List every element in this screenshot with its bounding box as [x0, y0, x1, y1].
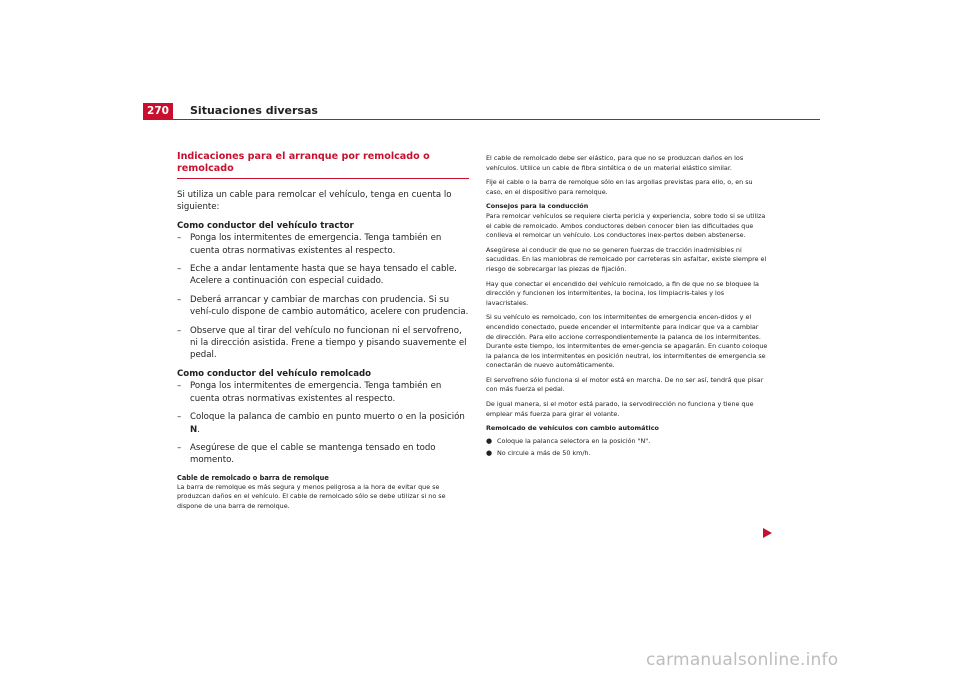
bullet-text: Coloque la palanca selectora en la posición "N".: [497, 436, 651, 445]
list-item: – Coloque la palanca de cambio en punto muerto o en la posición N.: [177, 412, 465, 435]
header-rule: [143, 119, 820, 120]
list-item: [177, 325, 469, 362]
paragraph: Asegúrese al conducir de que no se generen fuerzas de tracción inadmisibles ni sacudidas. En las maniobras de remolcado por carreteras sin asfaltar, existe siempre el riesgo de sobrecargar las piezas de fijación.: [486, 245, 767, 273]
watermark: carmanualsonline.info: [646, 650, 839, 670]
next-page-arrow-icon[interactable]: [763, 528, 772, 538]
list-item-text: Observe que al tirar del vehículo no funcionan ni el servofreno, ni la dirección asistida. Frene a tiempo y pisando suavemente el pedal.: [190, 325, 467, 361]
list-item-text: Asegúrese de que el cable se mantenga tensado en todo momento.: [190, 442, 436, 466]
cable-subheading: Cable de remolcado o barra de remolque: [177, 473, 329, 482]
dash-marker: –: [177, 264, 182, 275]
page-number: 270: [143, 103, 173, 119]
list-item-text: Ponga los intermitentes de emergencia. Tenga también en cuenta otras normativas existentes al respecto.: [190, 233, 442, 256]
paragraph: Fije el cable o la barra de remolque sólo en las argollas previstas para ello, o, en su caso, en el dispositivo para remolque.: [486, 178, 753, 196]
page-header: [143, 103, 820, 119]
bullet-icon: ●: [486, 436, 493, 445]
dash-marker: –: [177, 412, 182, 423]
list-item: [177, 380, 469, 405]
dash-marker: –: [177, 325, 182, 336]
bullet-item: [486, 437, 768, 447]
list-item: [177, 294, 469, 319]
list-item-text: Deberá arrancar y cambiar de marchas con prudencia. Si su vehí-culo dispone de cambio automático, acelere con prudencia.: [190, 294, 469, 318]
section-heading: Indicaciones para el arranque por remolcado o remolcado: [177, 151, 469, 179]
dash-marker: –: [177, 442, 182, 453]
bullet-icon: ●: [486, 449, 493, 458]
list-item: [177, 232, 469, 257]
intro-paragraph: Si utiliza un cable para remolcar el vehículo, tenga en cuenta lo siguiente:: [177, 190, 452, 213]
list-item-text: Ponga los intermitentes de emergencia. Tenga también en cuenta otras normativas existentes al respecto.: [190, 381, 442, 404]
paragraph: Hay que conectar el encendido del vehículo remolcado, a fin de que no se bloquee la dirección y funcionen los intermitentes, la bocina, los limpiacris-tales y los lavacristales.: [486, 279, 759, 307]
dash-marker: –: [177, 381, 182, 392]
list-item-text: Coloque la palanca de cambio en punto muerto o en la posición: [190, 412, 465, 423]
tractor-heading: Como conductor del vehículo tractor: [177, 220, 354, 231]
left-column: [177, 151, 469, 512]
right-column: [486, 154, 768, 462]
list-item-text: Eche a andar lentamente hasta que se haya tensado el cable. Acelere a continuación con especial cuidado.: [190, 264, 457, 287]
paragraph: El cable de remolcado debe ser elástico, para que no se produzcan daños en los vehículos. Utilice un cable de fibra sintética o de un material elástico similar.: [486, 154, 744, 172]
towed-heading: Como conductor del vehículo remolcado: [177, 368, 372, 379]
bullet-text: No circule a más de 50 km/h.: [497, 449, 591, 458]
list-item: [177, 263, 469, 288]
dash-marker: –: [177, 294, 182, 305]
neutral-position-letter: N: [190, 424, 198, 435]
automatic-heading: Remolcado de vehículos con cambio automático: [486, 424, 659, 433]
advice-heading: Consejos para la conducción: [486, 202, 589, 211]
running-section-title: Situaciones diversas: [190, 104, 318, 117]
paragraph: De igual manera, si el motor está parado, la servodirección no funciona y tiene que emplear más fuerza para girar el volante.: [486, 400, 754, 418]
paragraph: Para remolcar vehículos se requiere cierta pericia y experiencia, sobre todo si se utiliza el cable de remolcado. Ambos conductores deben conocer bien las dificultades que conlleva el remolcar un vehículo. Los conductores inex-pertos deben abstenerse.: [486, 211, 766, 240]
paragraph: Si su vehículo es remolcado, con los intermitentes de emergencia encen-didos y el encendido conectado, puede encender el intermitente para indicar que va a cambiar de dirección. Para ello accione correspondientemente la palanca de los intermitentes. Durante este tiempo, los intermitentes de emer-gencia se apagarán. En cuanto coloque la palanca de los intermitentes en posición neutral, los intermitentes de emergencia se conectarán de nuevo automáticamente.: [486, 313, 768, 370]
dash-marker: –: [177, 233, 182, 244]
paragraph: El servofreno sólo funciona si el motor está en marcha. De no ser así, tendrá que pisar con más fuerza el pedal.: [486, 375, 764, 394]
bullet-item: [486, 449, 768, 459]
list-item: [177, 442, 469, 467]
cable-paragraph: La barra de remolque es más segura y menos peligrosa a la hora de evitar que se produzcan daños en el vehículo. El cable de remolcado sólo se debe utilizar si no se dispone de una barra de remolque.: [177, 482, 446, 510]
